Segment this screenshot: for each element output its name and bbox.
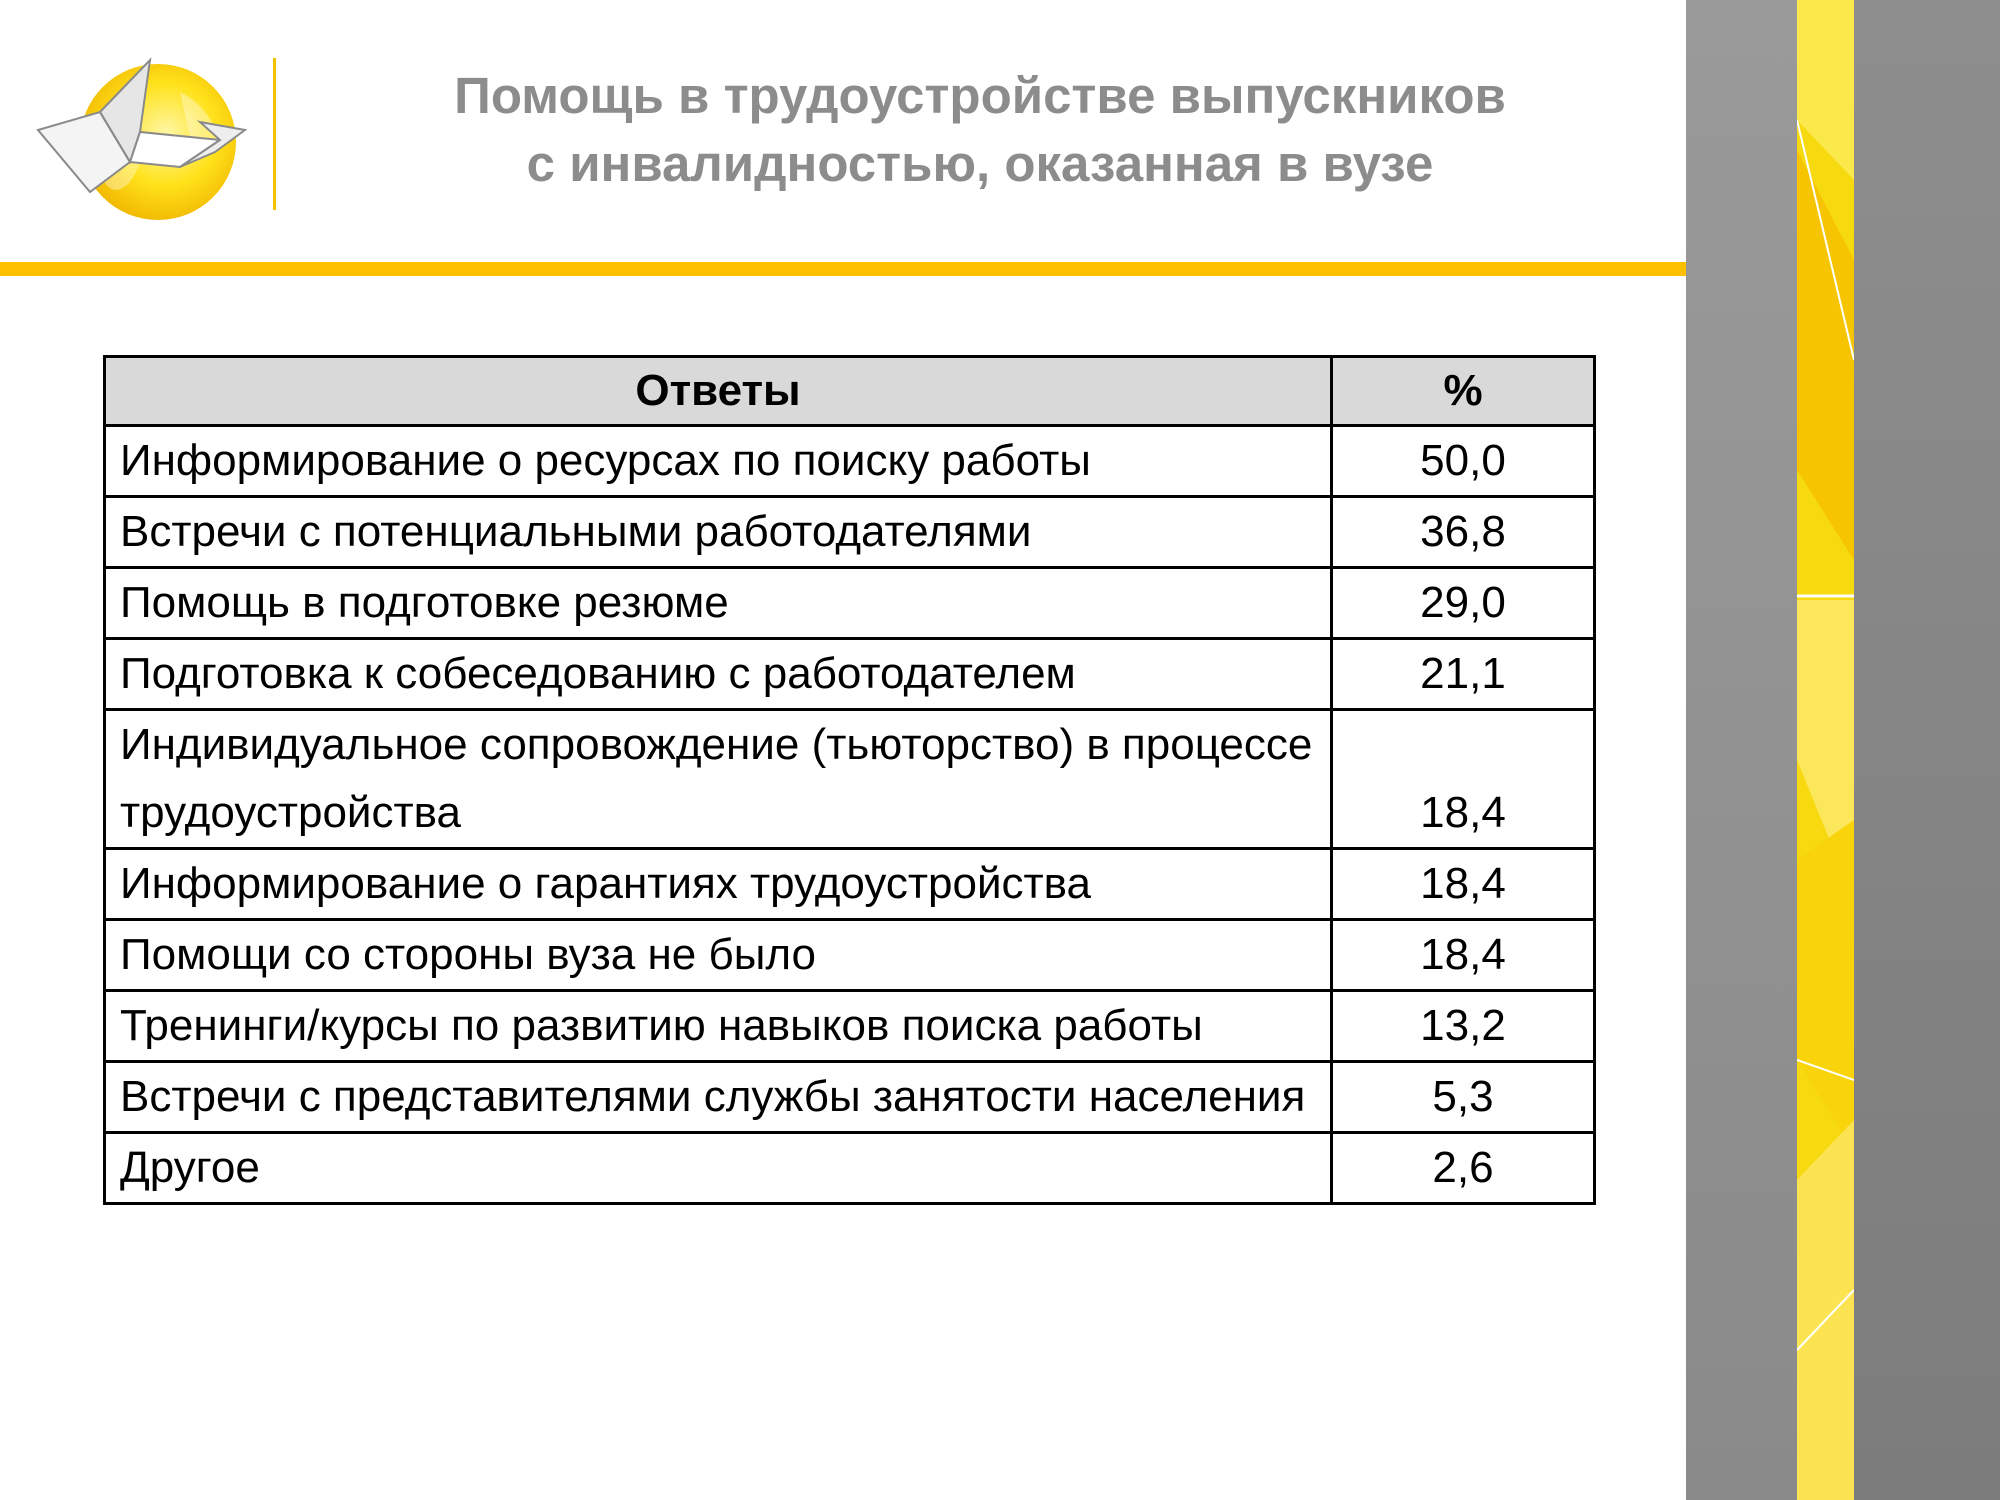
slide-title: [290, 62, 1670, 198]
answer-cell: Встречи с представителями службы занятости населения: [105, 1062, 1332, 1133]
percent-cell: 2,6: [1332, 1133, 1595, 1204]
paper-dove-globe-icon: [30, 52, 250, 222]
table-row: [105, 920, 1595, 991]
header-answers: Ответы: [105, 357, 1332, 426]
percent-cell: 18,4: [1332, 849, 1595, 920]
answers-table: [103, 355, 1596, 1205]
table-header-row: [105, 357, 1595, 426]
percent-cell: 50,0: [1332, 426, 1595, 497]
table-row: [105, 426, 1595, 497]
percent-cell: 36,8: [1332, 497, 1595, 568]
table-row: [105, 497, 1595, 568]
slide-title-line-1: Помощь в трудоустройстве выпускников: [454, 67, 1506, 124]
accent-line: [0, 262, 1797, 276]
side-panel-dark: [1854, 0, 2000, 1500]
answer-cell: Информирование о гарантиях трудоустройства: [105, 849, 1332, 920]
percent-cell: 29,0: [1332, 568, 1595, 639]
answer-cell: Помощь в подготовке резюме: [105, 568, 1332, 639]
percent-cell: 21,1: [1332, 639, 1595, 710]
percent-cell: 5,3: [1332, 1062, 1595, 1133]
answer-cell: Встречи с потенциальными работодателями: [105, 497, 1332, 568]
table-row: [105, 568, 1595, 639]
answer-cell: Другое: [105, 1133, 1332, 1204]
header-percent: %: [1332, 357, 1595, 426]
side-panel-yellow-decoration: [1797, 0, 1854, 1500]
table-row: [105, 1062, 1595, 1133]
percent-cell: 18,4: [1332, 710, 1595, 849]
table-row: [105, 639, 1595, 710]
answer-cell: Информирование о ресурсах по поиску работы: [105, 426, 1332, 497]
percent-cell: 18,4: [1332, 920, 1595, 991]
answer-cell: Помощи со стороны вуза не было: [105, 920, 1332, 991]
logo-divider: [273, 58, 276, 210]
table-row: [105, 1133, 1595, 1204]
table-row: [105, 849, 1595, 920]
answer-cell: Индивидуальное сопровождение (тьюторство) в процессе трудоустройства: [105, 710, 1332, 849]
percent-cell: 13,2: [1332, 991, 1595, 1062]
table-row: [105, 991, 1595, 1062]
slide-title-line-2: с инвалидностью, оказанная в вузе: [526, 135, 1434, 192]
answer-cell: Подготовка к собеседованию с работодателем: [105, 639, 1332, 710]
table-row: [105, 710, 1595, 849]
answer-cell: Тренинги/курсы по развитию навыков поиска работы: [105, 991, 1332, 1062]
